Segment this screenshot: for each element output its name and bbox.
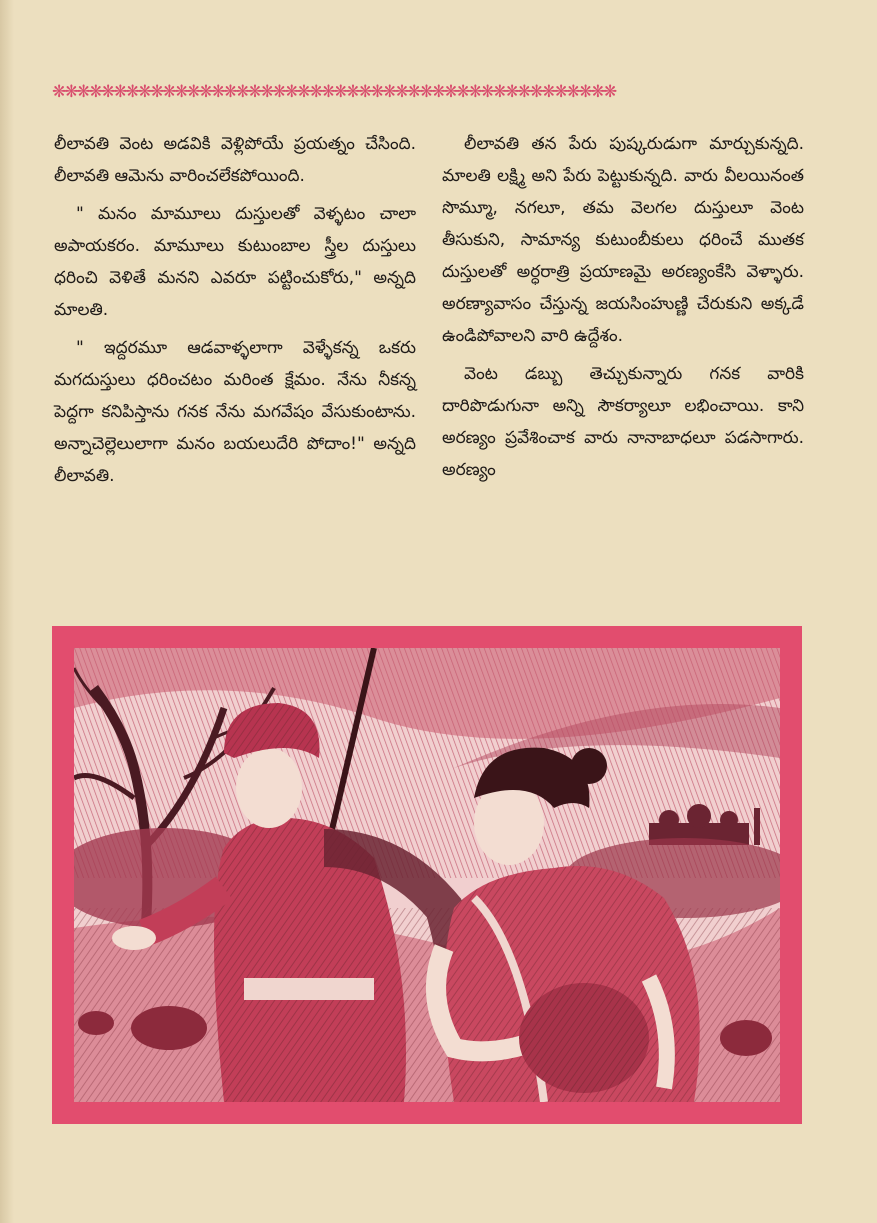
paragraph: లీలావతి వెంట అడవికి వెళ్లిపోయే ప్రయత్నం చేసింది. లీలావతి ఆమెను వారించలేకపోయింది.: [54, 134, 416, 186]
rock: [720, 1020, 772, 1056]
paragraph: " మనం మామూలు దుస్తులతో వెళ్ళటం చాలా అపాయకరం. మామూలు కుటుంబాల స్త్రీల దుస్తులు ధరించి వెళితే మనని ఎవరూ పట్టించుకోరు," అన్నది మాలతి.: [54, 204, 416, 320]
rock: [78, 1011, 114, 1035]
story-illustration: [52, 626, 802, 1124]
rock: [131, 1006, 207, 1050]
paragraph: లీలావతి తన పేరు పుష్కరుడుగా మార్చుకున్నది. మాలతి లక్ష్మి అని పేరు పెట్టుకున్నది. వారు వీలయినంత సొమ్మూ, నగలూ, తమ వెలగల దుస్తులూ వెంట తీసుకుని, సామాన్య కుటుంబీకులు ధరించే ముతక దుస్తులతో అర్ధరాత్రి ప్రయాణమై అరణ్యంకేసి వెళ్ళారు. అరణ్యావాసం చేస్తున్న జయసింహుణ్ణి చేరుకుని అక్కడే ఉండిపోవాలని వారి ఉద్దేశం.: [442, 134, 804, 346]
illustration-artwork: [74, 648, 780, 1102]
paragraph: వెంట డబ్బు తెచ్చుకున్నారు గనక వారికి దారిపొడుగునా అన్ని సౌకర్యాలూ లభించాయి. కాని అరణ్యం ప్రవేశించాక వారు నానాబాధలూ పడసాగారు. అరణ్యం: [442, 364, 804, 480]
text-column-right: [442, 128, 804, 492]
text-column-left: [54, 128, 416, 498]
paragraph: " ఇద్దరమూ ఆడవాళ్ళలాగా వెళ్ళేకన్న ఒకరు మగదుస్తులు ధరించటం మరింత క్షేమం. నేను నీకన్న పెద్దగా కనిపిస్తాను గనక నేను మగవేషం వేసుకుంటాను. అన్నాచెల్లెలులాగా మనం బయలుదేరి పోదాం!" అన్నది లీలావతి.: [54, 338, 416, 486]
decorative-border-ornament: ❋❋❋❋❋❋❋❋❋❋❋❋❋❋❋❋❋❋❋❋❋❋❋❋❋❋❋❋❋❋❋❋❋❋❋❋❋❋❋❋❋❋❋❋❋❋: [52, 82, 616, 102]
